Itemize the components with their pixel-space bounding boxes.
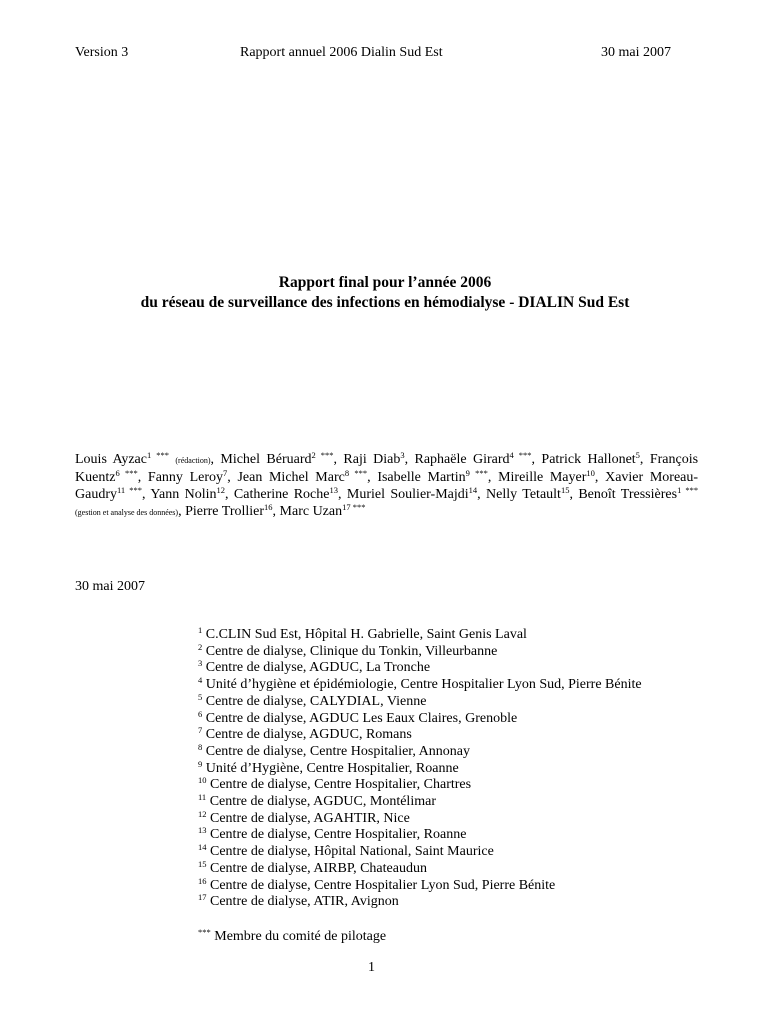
author-affiliation-ref: 12 [216,485,226,495]
author-separator: , [227,470,238,485]
author-name: François Kuentz [75,452,699,485]
affiliation-number: 14 [198,842,207,853]
author-name: Isabelle Martin [377,470,466,485]
affiliation-item [198,827,718,844]
author-affiliation-ref: 4 *** [509,450,532,460]
affiliation-text: Centre de dialyse, Centre Hospitalier, Roanne [210,827,467,843]
affiliation-text: Centre de dialyse, CALYDIAL, Vienne [205,693,427,709]
affiliation-number: 9 [198,758,203,769]
author-affiliation-ref: 13 [329,485,338,495]
author-affiliation-ref: 6 *** [115,468,138,478]
report-title-line-2: du réseau de surveillance des infections en hémodialyse - DIALIN Sud Est [140,294,630,311]
affiliation-text: Unité d’Hygiène, Centre Hospitalier, Roanne [205,760,459,776]
affiliation-text: Centre de dialyse, Clinique du Tonkin, Villeurbanne [205,643,498,659]
committee-footnote [198,929,386,945]
report-title-line-1: Rapport final pour l’année 2006 [278,274,492,291]
author-entry [347,487,486,502]
author-affiliation-ref: 17 *** [342,502,366,512]
author-entry [234,487,347,502]
author-separator: , [333,452,344,467]
author-affiliation-ref: 9 *** [465,468,488,478]
affiliation-text: C.CLIN Sud Est, Hôpital H. Gabrielle, Saint Genis Laval [205,627,527,642]
author-separator: , [225,487,234,502]
affiliation-item [198,708,718,728]
affiliation-item [198,777,718,794]
author-separator: , [477,487,487,502]
author-name: Fanny Leroy [147,470,224,485]
affiliation-number: 12 [198,808,207,819]
author-name: Yann Nolin [150,487,217,502]
author-separator: , [367,470,378,485]
author-affiliation-ref: 16 [264,502,273,512]
author-affiliation-ref: 1 *** [146,450,169,460]
author-role-note: (rédaction) [175,456,211,465]
affiliation-item [198,641,718,661]
author-name: Xavier Moreau-Gaudry [75,470,699,502]
affiliation-text: Centre de dialyse, AGDUC Les Eaux Claires, Grenoble [205,710,518,726]
affiliation-number: 4 [198,675,203,686]
committee-footnote-mark: *** [198,927,211,937]
author-affiliation-ref: 2 *** [311,450,334,460]
author-affiliation-ref: 10 [586,468,595,478]
affiliation-item [198,627,718,644]
author-name: Nelly Tetault [486,487,561,502]
author-name: Benoît Tressières [578,487,678,502]
author-affiliation-ref: 8 *** [344,468,368,478]
author-affiliation-ref: 7 [223,468,228,478]
author-name: Michel Béruard [220,452,312,467]
affiliation-number: 13 [198,825,207,836]
affiliation-text: Centre de dialyse, Hôpital National, Saint Maurice [210,844,494,860]
affiliation-item [198,727,718,744]
committee-footnote-text: Membre du comité de pilotage [214,929,387,944]
author-name: Pierre Trollier [185,504,265,519]
author-entry [415,452,542,467]
author-affiliation-ref: 5 [635,450,640,460]
affiliation-item [198,741,718,761]
affiliation-text: Centre de dialyse, AGDUC, La Tronche [205,660,431,676]
author-list [75,451,698,521]
author-name: Patrick Hallonet [541,452,636,467]
author-entry [220,452,343,467]
author-entry [185,504,279,519]
affiliation-item [198,844,718,861]
author-affiliation-ref: 15 [560,485,570,495]
author-entry [280,504,366,519]
affiliation-number: 16 [198,875,207,886]
author-separator: , [137,470,148,485]
affiliation-number: 1 [198,625,203,635]
affiliation-item [198,894,718,911]
author-entry [541,452,649,467]
author-name: Raphaële Girard [414,452,510,467]
report-title [40,273,730,313]
page-number: 1 [368,960,375,975]
affiliation-number: 17 [198,892,207,903]
author-entry [237,470,377,485]
affiliation-text: Centre de dialyse, AIRBP, Chateaudun [210,860,427,876]
author-entry [75,452,220,467]
author-entry [343,452,414,467]
author-entry [377,470,498,485]
affiliation-list [198,627,718,911]
author-affiliation-ref: 1 *** [677,485,699,495]
author-affiliation-ref: 3 [400,450,405,460]
affiliation-number: 10 [198,775,207,786]
author-entry [148,470,238,485]
author-separator: , [594,470,606,485]
author-role-note: (gestion et analyse des données) [75,508,179,517]
affiliation-item [198,794,718,811]
affiliation-number: 3 [198,658,203,669]
author-name: Raji Diab [343,452,401,467]
affiliation-item [198,858,718,878]
author-entry [150,487,234,502]
header-date: 30 mai 2007 [601,45,671,60]
affiliation-item [198,808,718,828]
author-entry [498,470,605,485]
affiliation-item [198,677,718,694]
affiliation-text: Centre de dialyse, Centre Hospitalier, Chartres [210,777,472,793]
affiliation-item [198,691,718,711]
header-report-title: Rapport annuel 2006 Dialin Sud Est [240,45,443,60]
affiliation-text: Unité d’hygiène et épidémiologie, Centre Hospitalier Lyon Sud, Pierre Bénite [205,677,642,693]
affiliation-text: Centre de dialyse, AGDUC, Montélimar [209,794,436,810]
author-entry [486,487,578,502]
author-affiliation-ref: 14 [468,485,478,495]
author-separator: , [338,487,347,502]
author-name: Catherine Roche [233,487,330,502]
affiliation-text: Centre de dialyse, ATIR, Avignon [210,894,399,910]
author-separator: , [639,452,650,467]
affiliation-number: 7 [198,725,203,736]
author-separator: , [178,504,186,519]
author-separator: , [487,470,499,485]
affiliation-item [198,875,718,895]
author-separator: , [531,452,542,467]
header-version: Version 3 [75,45,129,60]
affiliation-number: 11 [198,792,207,803]
author-name: Louis Ayzac [75,452,147,467]
affiliation-item [198,758,718,778]
affiliation-item [198,660,718,677]
affiliation-number: 2 [198,641,203,652]
author-name: Muriel Soulier-Majdi [346,487,469,502]
document-date: 30 mai 2007 [75,579,145,594]
author-name: Mireille Mayer [498,470,587,485]
author-separator: , [141,487,151,502]
author-separator: , [569,487,579,502]
author-name: Marc Uzan [279,504,343,519]
affiliation-number: 8 [198,741,203,752]
author-separator: , [272,504,280,519]
affiliation-number: 5 [198,691,203,702]
affiliation-text: Centre de dialyse, Centre Hospitalier, Annonay [205,743,470,759]
author-name: Jean Michel Marc [237,470,345,485]
author-affiliation-ref: 11 *** [117,485,142,495]
affiliation-number: 15 [198,858,207,869]
affiliation-number: 6 [198,708,203,719]
author-separator: , [404,452,415,467]
affiliation-text: Centre de dialyse, Centre Hospitalier Lyon Sud, Pierre Bénite [210,877,556,893]
author-separator: , [210,452,221,467]
affiliation-text: Centre de dialyse, AGDUC, Romans [205,727,412,743]
affiliation-text: Centre de dialyse, AGAHTIR, Nice [210,810,410,826]
